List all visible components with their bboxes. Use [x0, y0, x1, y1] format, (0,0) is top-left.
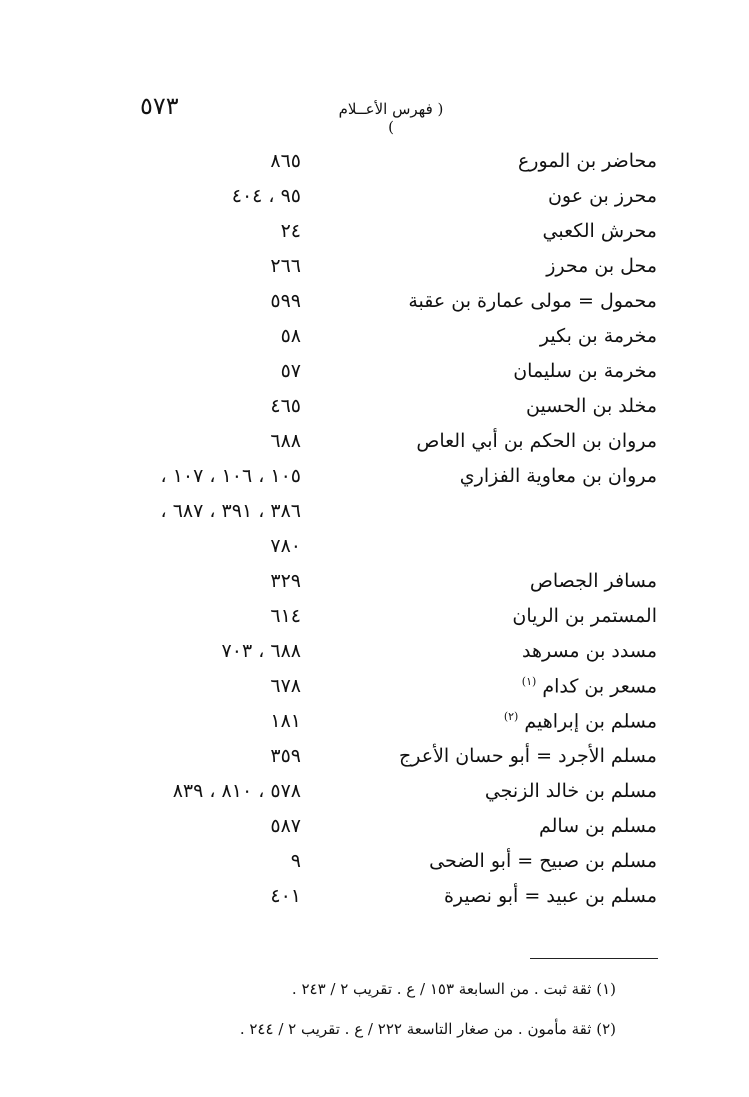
- index-entry: [0, 181, 749, 216]
- entry-name: [530, 570, 657, 592]
- entry-pages: ١٠٥ ، ١٠٦ ، ١٠٧ ،: [160, 465, 301, 487]
- entry-name: [512, 605, 657, 627]
- entry-name-text: مسلم بن صبيح = أبو الضحى: [429, 850, 657, 872]
- entry-pages: ٢٦٦: [270, 255, 301, 277]
- entry-name: [416, 430, 657, 452]
- entry-name-text: مروان بن الحكم بن أبي العاص: [416, 430, 657, 452]
- entry-name: [485, 780, 657, 802]
- entry-pages: ٥٩٩: [270, 290, 301, 312]
- footnote-1: (١) ثقة ثبت . من السابعة ١٥٣ / ع . تقريب ٢ / ٢٤٣ .: [291, 980, 616, 998]
- entry-name-text: محمول = مولى عمارة بن عقبة: [408, 290, 657, 312]
- index-entry: [0, 286, 749, 321]
- entry-name: [546, 255, 657, 277]
- entry-pages: ٥٨: [280, 325, 301, 347]
- index-entry: [0, 636, 749, 671]
- entry-name-text: مسعر بن كدام: [542, 675, 657, 698]
- index-entry: [0, 846, 749, 881]
- entry-name-text: المستمر بن الريان: [512, 605, 657, 627]
- entry-name: [444, 885, 657, 907]
- entry-name: [518, 150, 657, 172]
- entry-pages: ٩: [290, 850, 301, 872]
- entry-name: [460, 465, 657, 487]
- index-entry: [0, 741, 749, 776]
- entry-pages: ٤٠١: [270, 885, 301, 907]
- entry-name-text: مسدد بن مسرهد: [522, 640, 657, 662]
- footnote-2: (٢) ثقة مأمون . من صغار التاسعة ٢٢٢ / ع . تقريب ٢ / ٢٤٤ .: [239, 1020, 616, 1038]
- entry-name: [522, 675, 657, 697]
- index-entry: [0, 776, 749, 811]
- entry-name-text: محرش الكعبي: [542, 220, 657, 242]
- entry-name: [513, 360, 657, 382]
- entry-pages: ٦٨٨ ، ٧٠٣: [221, 640, 301, 662]
- entry-name-text: مسلم الأجرد = أبو حسان الأعرج: [398, 745, 657, 767]
- entry-pages: ٣٢٩: [270, 570, 301, 592]
- entry-pages: ٦٨٨: [270, 430, 301, 452]
- index-entry: [0, 496, 749, 531]
- index-entry: [0, 531, 749, 566]
- index-entry: [0, 356, 749, 391]
- index-entry: [0, 216, 749, 251]
- entry-name-text: محرز بن عون: [547, 185, 657, 207]
- entry-name: [399, 745, 657, 767]
- entry-pages: ٥٧٨ ، ٨١٠ ، ٨٣٩: [172, 780, 301, 802]
- entry-name-text: محاضر بن المورع: [517, 150, 657, 172]
- entry-name: [540, 325, 657, 347]
- entry-name: [526, 395, 657, 417]
- entry-name-text: مخرمة بن سليمان: [513, 360, 657, 382]
- entry-pages: ٢٤: [280, 220, 301, 242]
- entry-name-text: مخرمة بن بكير: [539, 325, 657, 347]
- index-entry: [0, 426, 749, 461]
- entry-pages: ٦١٤: [270, 605, 301, 627]
- entry-pages: ٥٧: [280, 360, 301, 382]
- entry-name-text: مسلم بن خالد الزنجي: [484, 780, 657, 802]
- index-entry: [0, 881, 749, 916]
- entry-name-text: مسلم بن إبراهيم: [524, 710, 657, 733]
- index-entry: [0, 251, 749, 286]
- entry-pages: ١٨١: [270, 710, 301, 732]
- entry-pages: ٨٦٥: [270, 150, 301, 172]
- index-entry: [0, 671, 749, 706]
- entry-pages: ٥٨٧: [270, 815, 301, 837]
- entry-name-text: مسافر الجصاص: [529, 570, 657, 592]
- entry-name-text: مخلد بن الحسين: [525, 395, 657, 417]
- entry-pages: ٩٥ ، ٤٠٤: [231, 185, 301, 207]
- entry-name: [539, 815, 657, 837]
- index-entries: [0, 146, 749, 916]
- entry-name: [429, 850, 657, 872]
- page-number: ٥٧٣: [140, 92, 179, 120]
- index-entry: [0, 321, 749, 356]
- entry-name-text: مسلم بن عبيد = أبو نصيرة: [443, 885, 657, 907]
- entry-pages: ٦٧٨: [270, 675, 301, 697]
- index-entry: [0, 566, 749, 601]
- entry-name: [548, 185, 657, 207]
- entry-name-text: مروان بن معاوية الفزاري: [459, 465, 657, 487]
- entry-name: [504, 710, 657, 732]
- running-header: ( فهرس الأعــلام ): [338, 100, 444, 136]
- index-entry: [0, 391, 749, 426]
- footnote-marker: (١): [521, 675, 537, 688]
- entry-name: [522, 640, 657, 662]
- index-entry: [0, 811, 749, 846]
- entry-name: [408, 290, 657, 312]
- entry-name-text: مسلم بن سالم: [538, 815, 657, 837]
- entry-pages: ٣٥٩: [270, 745, 301, 767]
- index-entry: [0, 461, 749, 496]
- index-entry: [0, 706, 749, 741]
- footnote-divider: [530, 958, 658, 959]
- entry-pages: ٧٨٠: [270, 535, 301, 557]
- entry-pages: ٣٨٦ ، ٣٩١ ، ٦٨٧ ،: [160, 500, 301, 522]
- footnote-marker: (٢): [503, 710, 519, 723]
- entry-name-text: محل بن محرز: [546, 255, 657, 277]
- entry-pages: ٤٦٥: [270, 395, 301, 417]
- index-entry: [0, 601, 749, 636]
- index-entry: [0, 146, 749, 181]
- entry-name: [543, 220, 657, 242]
